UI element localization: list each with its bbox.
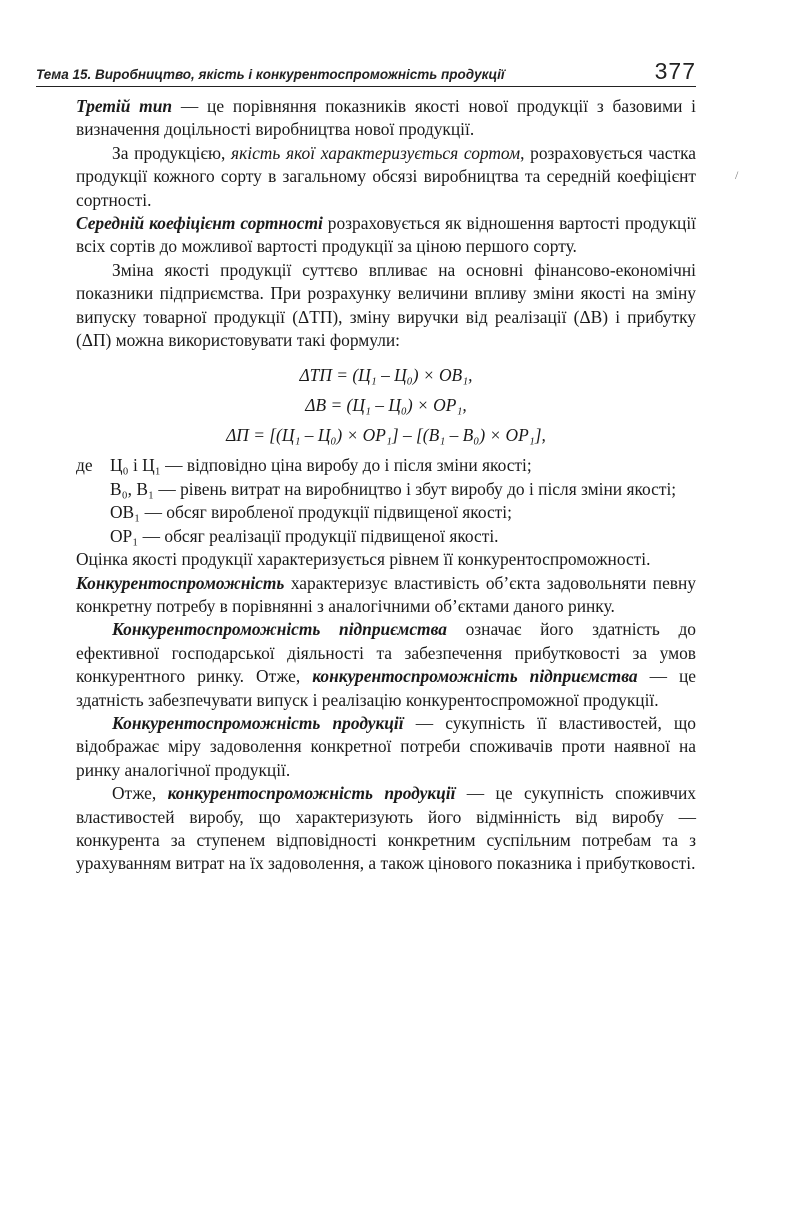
paragraph-text: Зміна якості продукції суттєво впливає на основні фінансово-економічні показники підприємства. При розрахунку величини впливу зміни якості на зміну випуску товарної продукції (ΔТП), зміну виручки від реалізації (ΔВ) і прибутку (ΔП) можна використовувати такі формули: (76, 259, 696, 351)
italic-phrase: якість якої характеризується сортом (231, 142, 521, 163)
paragraph-summary (76, 782, 696, 876)
term-product-2: конкурентоспроможність продукції (167, 783, 456, 804)
page-header (36, 56, 696, 87)
paragraph-product (76, 712, 696, 782)
paragraph-text: характеризує властивість об’єкта задовольняти певну конкретну потребу в порівнянні з аналогічними об’єктами даного ринку. (76, 572, 696, 616)
term-enterprise: Конкурентоспроможність підприємства (112, 619, 447, 640)
legend-row: Ц₀ і Ц₁ — відповідно ціна виробу до і після зміни якості; (110, 455, 532, 476)
paragraph-text: За продукцією, (112, 142, 232, 163)
paragraph-text: , розраховується частка продукції кожного сорту в загальному обсязі виробництва та середній коефіцієнт сортності. (76, 142, 696, 210)
legend-row: ОР₁ — обсяг реалізації продукції підвищеної якості. (110, 525, 499, 546)
running-head: Тема 15. Виробництво, якість і конкурентоспроможність продукції (36, 67, 505, 82)
formula-delta-v: ΔВ = (Ц₁ – Ц₀) × ОР₁, (305, 395, 467, 416)
page-number: 377 (654, 58, 696, 84)
legend-de: де (76, 455, 93, 476)
paragraph-enterprise (76, 618, 696, 712)
paragraph-assessment (76, 548, 696, 571)
paragraph-text: — це порівняння показників якості нової продукції з базовими і визначення доцільності виробництва нової продукції. (76, 96, 696, 140)
margin-mark: / (735, 168, 739, 182)
paragraph-text: Оцінка якості продукції характеризується рівнем її конкурентоспроможності. (76, 549, 651, 570)
term-product: Конкурентоспроможність продукції (112, 712, 404, 733)
paragraph-third-type (76, 95, 696, 142)
paragraph-avg-coef (76, 212, 696, 259)
formula-legend (76, 454, 696, 548)
term-third-type: Третій тип (76, 96, 173, 116)
paragraph-text: означає його здатність до ефективної господарської діяльності та забезпечення прибутковості за умов конкурентного ринку. Отже, (76, 619, 696, 687)
paragraph-text: Отже, (112, 783, 168, 804)
paragraph-competitiveness (76, 572, 696, 619)
legend-row: В₀, В₁ — рівень витрат на виробництво і збут виробу до і після зміни якості; (110, 478, 677, 499)
formula-delta-tp: ΔТП = (Ц₁ – Ц₀) × ОВ₁, (299, 365, 473, 386)
formula-block (76, 360, 696, 450)
formula-delta-p: ΔП = [(Ц₁ – Ц₀) × ОР₁] – [(В₁ – В₀) × ОР₁], (226, 425, 546, 446)
body-text (76, 95, 696, 876)
term-competitiveness: Конкурентоспроможність (76, 572, 285, 593)
paragraph-grade (76, 142, 696, 212)
paragraph-text: — сукупність її властивостей, що відображає міру задоволення конкретної потреби споживачів проти наявної на ринку аналогічної продукції. (76, 712, 696, 780)
term-avg-coef: Середній коефіцієнт сортності (76, 213, 323, 234)
paragraph-quality-change (76, 259, 696, 353)
paragraph-text: — це сукупність споживчих властивостей виробу, що характеризують його відмінність від виробу — конкурента за ступенем відповідності конкретним суспільним потребам та з урахуванням витрат на їх задоволення, а також цінового показника і прибутковості. (76, 783, 696, 874)
legend-row: ОВ₁ — обсяг виробленої продукції підвищеної якості; (110, 502, 512, 523)
term-enterprise-2: конкурентоспроможність підприємства (312, 666, 638, 687)
paragraph-text: розраховується як відношення вартості продукції всіх сортів до можливої вартості продукції за ціною першого сорту. (76, 213, 696, 257)
paragraph-text: — це здатність забезпечувати випуск і реалізацію конкурентоспроможної продукції. (76, 666, 696, 710)
